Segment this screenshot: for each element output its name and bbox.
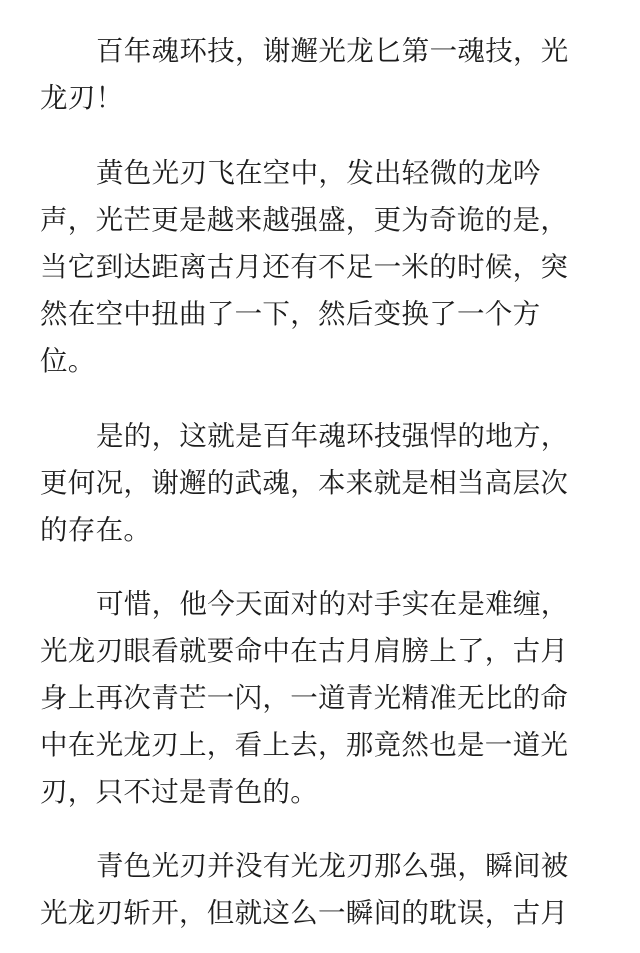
paragraph: 青色光刃并没有光龙刃那么强，瞬间被 光龙刃斩开，但就这么一瞬间的耽误，古月 [40,850,569,929]
paragraph: 是的，这就是百年魂环技强悍的地方， 更何况，谢邂的武魂，本来就是相当高层次 的存在。 [40,420,569,546]
paragraph: 黄色光刃飞在空中，发出轻微的龙吟 声，光芒更是越来越强盛，更为奇诡的是， 当它到达距离古月还有不足一米的时候，突 然在空中扭曲了一下，然后变换了一个方 位。 [40,157,569,377]
paragraph: 百年魂环技，谢邂光龙匕第一魂技，光 龙刃！ [40,35,569,114]
paragraph: 可惜，他今天面对的对手实在是难缠， 光龙刃眼看就要命中在古月肩膀上了，古月 身上再次青芒一闪，一道青光精准无比的命 中在光龙刃上，看上去，那竟然也是一道光 刃，只不过是青色的。 [40,588,569,808]
